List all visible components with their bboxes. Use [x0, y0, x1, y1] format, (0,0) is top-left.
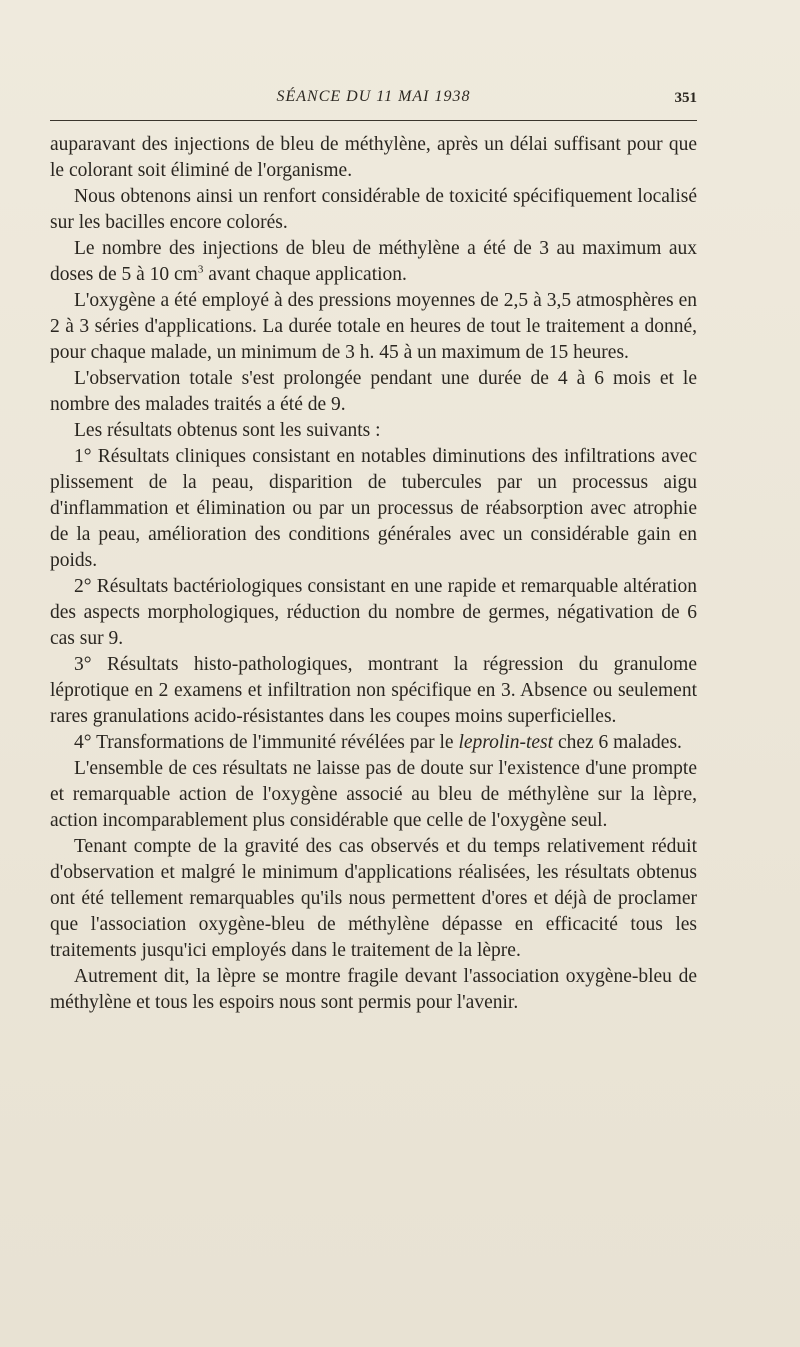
header-rule [50, 120, 697, 121]
page-number: 351 [674, 90, 697, 106]
paragraph [50, 236, 697, 288]
paragraph: Les résultats obtenus sont les suivants : [74, 420, 381, 441]
paragraph-text: avant chaque application. [203, 264, 407, 285]
paragraph-text: chez 6 malades. [553, 732, 682, 753]
running-title: SÉANCE DU 11 MAI 1938 [276, 88, 471, 105]
paragraph: 1° Résultats cliniques consistant en notables diminutions des infiltrations avec plissement de la peau, disparition de tubercules par un processus aigu d'inflammation et élimination ou par un processus de réabsorption avec atrophie de la peau, amélioration des conditions générales avec un considérable gain en poids. [50, 446, 697, 571]
paragraph: auparavant des injections de bleu de méthylène, après un délai suffisant pour que le colorant soit éliminé de l'organisme. [50, 134, 697, 181]
paragraph: Tenant compte de la gravité des cas observés et du temps relativement réduit d'observation et malgré le minimum d'applications réalisées, les résultats obtenus ont été tellement remarquables qu'ils nous permettent d'ores et déjà de proclamer que l'association oxygène-bleu de méthylène dépasse en efficacité tous les traitements jusqu'ici employés dans le traitement de la lèpre. [50, 836, 697, 961]
paragraph: L'observation totale s'est prolongée pendant une durée de 4 à 6 mois et le nombre des malades traités a été de 9. [50, 368, 697, 415]
paragraph-text: 4° Transformations de l'immunité révélées par le [74, 732, 459, 753]
page-header [50, 88, 697, 112]
superscript: 3 [197, 263, 204, 276]
paragraph: 3° Résultats histo-pathologiques, montrant la régression du granulome léprotique en 2 examens et infiltration non spécifique en 3. Absence ou seulement rares granulations acido-résistantes dans les coupes moins superficielles. [50, 654, 697, 727]
paragraph [50, 730, 697, 756]
paragraph: Nous obtenons ainsi un renfort considérable de toxicité spécifiquement localisé sur les bacilles encore colorés. [50, 186, 697, 233]
paragraph: L'ensemble de ces résultats ne laisse pas de doute sur l'existence d'une prompte et remarquable action de l'oxygène associé au bleu de méthylène sur la lèpre, action incomparablement plus considérable que celle de l'oxygène seul. [50, 758, 697, 831]
body-text [50, 132, 697, 1016]
paragraph: 2° Résultats bactériologiques consistant en une rapide et remarquable altération des aspects morphologiques, réduction du nombre de germes, négativation de 6 cas sur 9. [50, 576, 697, 649]
paragraph: Autrement dit, la lèpre se montre fragile devant l'association oxygène-bleu de méthylène et tous les espoirs nous sont permis pour l'avenir. [50, 966, 697, 1013]
italic-term: leprolin-test [458, 732, 554, 753]
paragraph-text: Le nombre des injections de bleu de méthylène a été de 3 au maximum aux doses de 5 à 10 cm [50, 238, 697, 285]
paragraph: L'oxygène a été employé à des pressions moyennes de 2,5 à 3,5 atmosphères en 2 à 3 séries d'applications. La durée totale en heures de tout le traitement a donné, pour chaque malade, un minimum de 3 h. 45 à un maximum de 15 heures. [50, 290, 697, 363]
